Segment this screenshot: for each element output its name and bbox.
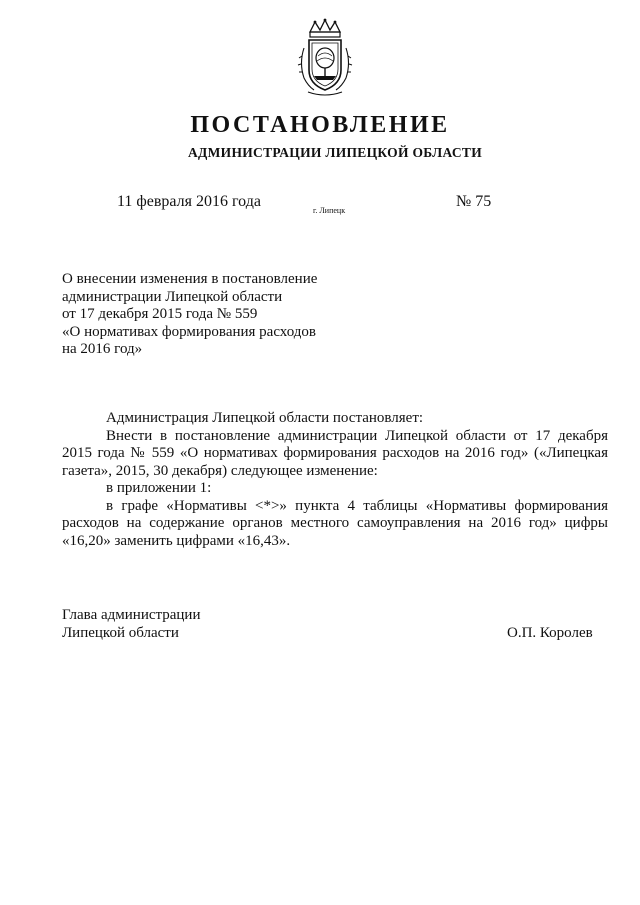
- subject-line: от 17 декабря 2015 года № 559: [62, 306, 258, 322]
- signatory-position-line: Глава администрации: [62, 607, 201, 623]
- subject-line: администрации Липецкой области: [62, 288, 283, 305]
- document-subject: [62, 271, 317, 359]
- coat-of-arms-emblem: [296, 18, 354, 98]
- body-paragraph: в приложении 1:: [106, 480, 212, 496]
- body-paragraph: Внести в постановление администрации Липецкой области от 17 декабря 2015 года № 559 «О нормативах формирования расходов на 2016 год» («Липецкая газета», 2015, 30 декабря) следующее изменение:: [62, 427, 608, 479]
- document-body: [62, 410, 608, 550]
- signatory-position-line: Липецкой области: [62, 624, 179, 641]
- subject-line: «О нормативах формирования расходов: [62, 323, 317, 340]
- signatory-name: О.П. Королев: [507, 625, 593, 641]
- body-paragraph: в графе «Нормативы <*>» пункта 4 таблицы «Нормативы формирования расходов на содержание органов местного самоуправления на 2016 год» цифры «16,20» заменить цифрами «16,43».: [62, 497, 608, 549]
- document-subtitle: АДМИНИСТРАЦИИ ЛИПЕЦКОЙ ОБЛАСТИ: [187, 145, 483, 160]
- document-city: г. Липецк: [313, 206, 346, 215]
- body-paragraph: Администрация Липецкой области постановляет:: [106, 410, 424, 426]
- subject-line: О внесении изменения в постановление: [62, 271, 318, 287]
- document-date: 11 февраля 2016 года: [117, 193, 261, 210]
- document-title: ПОСТАНОВЛЕНИЕ: [190, 112, 450, 138]
- document-number: № 75: [456, 193, 492, 210]
- signatory-position: [62, 607, 200, 642]
- subject-line: на 2016 год»: [62, 341, 143, 357]
